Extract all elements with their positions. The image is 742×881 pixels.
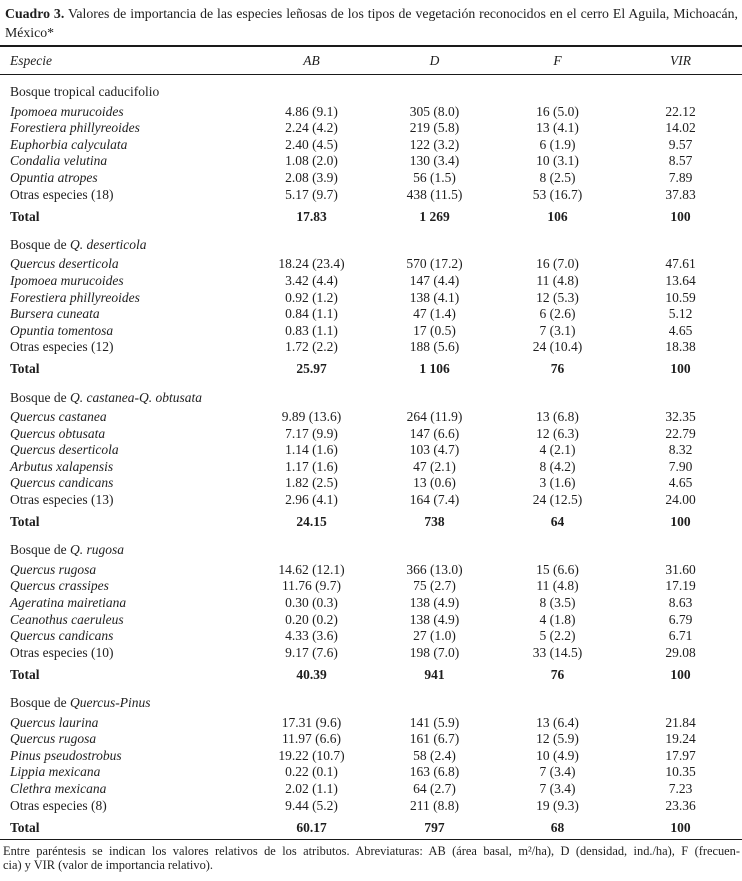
vir-value: 4.65 xyxy=(668,475,693,491)
d-value: 17 (0.5) xyxy=(413,322,456,338)
ab-value: 1.17 (1.6) xyxy=(285,458,338,474)
vir-value: 23.36 xyxy=(665,797,696,813)
ab-value: 5.17 (9.7) xyxy=(285,186,338,202)
species-name: Quercus candicans xyxy=(10,475,114,491)
ab-value: 11.76 (9.7) xyxy=(281,578,342,594)
species-row xyxy=(0,459,742,476)
d-value: 122 (3.2) xyxy=(409,136,460,152)
ab-value: 9.17 (7.6) xyxy=(285,644,338,660)
species-row xyxy=(0,137,742,154)
d-value: 64 (2.7) xyxy=(413,780,456,796)
species-name: Bursera cuneata xyxy=(10,306,100,322)
vir-value: 10.35 xyxy=(665,764,696,780)
total-d: 797 xyxy=(424,819,445,835)
species-name: Quercus castanea xyxy=(10,409,107,425)
species-row xyxy=(0,731,742,748)
d-value: 264 (11.9) xyxy=(406,409,463,425)
vir-value: 24.00 xyxy=(665,492,696,508)
total-ab: 60.17 xyxy=(296,819,327,835)
f-value: 13 (6.8) xyxy=(536,409,579,425)
ab-value: 1.72 (2.2) xyxy=(285,339,338,355)
species-name: Quercus rugosa xyxy=(10,561,97,577)
total-label: Total xyxy=(10,361,40,377)
col-header-vir: VIR xyxy=(619,46,742,75)
f-value: 7 (3.4) xyxy=(539,780,576,796)
total-vir: 100 xyxy=(670,361,691,377)
importance-values-table xyxy=(0,45,742,840)
species-row xyxy=(0,562,742,579)
f-value: 7 (3.1) xyxy=(539,322,576,338)
section-name-taxon: Q. castanea-Q. obtusata xyxy=(70,389,202,405)
table-caption xyxy=(0,0,742,42)
ab-value: 4.86 (9.1) xyxy=(285,103,338,119)
species-name: Otras especies (8) xyxy=(10,797,107,813)
f-value: 19 (9.3) xyxy=(536,797,579,813)
section-name-prefix: Bosque de xyxy=(10,695,70,710)
d-value: 138 (4.9) xyxy=(409,595,460,611)
species-name: Quercus obtusata xyxy=(10,425,106,441)
f-value: 33 (14.5) xyxy=(532,644,583,660)
f-value: 7 (3.4) xyxy=(539,764,576,780)
ab-value: 2.02 (1.1) xyxy=(285,780,338,796)
section-name-taxon: Q. deserticola xyxy=(70,236,147,252)
vir-value: 17.19 xyxy=(665,578,696,594)
species-name: Quercus candicans xyxy=(10,628,114,644)
species-row xyxy=(0,781,742,798)
species-row xyxy=(0,798,742,815)
d-value: 13 (0.6) xyxy=(413,475,456,491)
species-row xyxy=(0,475,742,492)
species-row xyxy=(0,645,742,662)
d-value: 211 (8.8) xyxy=(410,797,459,813)
species-name: Lippia mexicana xyxy=(10,764,101,780)
species-name: Otras especies (10) xyxy=(10,644,114,660)
f-value: 3 (1.6) xyxy=(539,475,576,491)
total-row xyxy=(0,509,742,534)
vir-value: 6.79 xyxy=(668,611,693,627)
total-row xyxy=(0,203,742,228)
footnote-line2: cia) y VIR (valor de importancia relativo). xyxy=(3,857,213,872)
section-name-prefix: Bosque tropical caducifolio xyxy=(10,84,160,99)
total-label: Total xyxy=(10,208,40,224)
vir-value: 32.35 xyxy=(665,409,696,425)
vegetation-section-name xyxy=(0,75,742,104)
ab-value: 19.22 (10.7) xyxy=(278,747,345,763)
total-f: 68 xyxy=(550,819,565,835)
f-value: 12 (6.3) xyxy=(536,425,579,441)
total-ab: 24.15 xyxy=(296,514,327,530)
d-value: 366 (13.0) xyxy=(406,561,463,577)
vir-value: 9.57 xyxy=(668,136,693,152)
d-value: 188 (5.6) xyxy=(409,339,460,355)
species-name: Forestiera phillyreoides xyxy=(10,289,140,305)
vir-value: 7.89 xyxy=(668,169,693,185)
vir-value: 19.24 xyxy=(665,731,696,747)
total-vir: 100 xyxy=(670,819,691,835)
total-label: Total xyxy=(10,514,40,530)
species-row xyxy=(0,578,742,595)
ab-value: 17.31 (9.6) xyxy=(281,714,342,730)
species-name: Clethra mexicana xyxy=(10,780,107,796)
species-row xyxy=(0,595,742,612)
ab-value: 0.22 (0.1) xyxy=(285,764,338,780)
d-value: 161 (6.7) xyxy=(409,731,460,747)
species-row xyxy=(0,409,742,426)
section-name-prefix: Bosque de xyxy=(10,236,70,252)
d-value: 58 (2.4) xyxy=(413,747,456,763)
f-value: 53 (16.7) xyxy=(532,186,583,202)
vir-value: 8.63 xyxy=(668,595,693,611)
f-value: 13 (4.1) xyxy=(536,120,579,136)
caption-line2: México* xyxy=(5,25,55,40)
species-name: Forestiera phillyreoides xyxy=(10,120,140,136)
species-row xyxy=(0,442,742,459)
total-ab: 25.97 xyxy=(296,361,327,377)
ab-value: 11.97 (6.6) xyxy=(281,731,342,747)
ab-value: 1.14 (1.6) xyxy=(285,442,338,458)
vir-value: 18.38 xyxy=(665,339,696,355)
ab-value: 0.20 (0.2) xyxy=(285,611,338,627)
d-value: 47 (1.4) xyxy=(413,306,456,322)
total-d: 1 106 xyxy=(419,361,450,377)
ab-value: 9.44 (5.2) xyxy=(285,797,338,813)
species-row xyxy=(0,764,742,781)
d-value: 103 (4.7) xyxy=(409,442,460,458)
f-value: 24 (12.5) xyxy=(532,492,583,508)
ab-value: 4.33 (3.6) xyxy=(285,628,338,644)
f-value: 4 (2.1) xyxy=(539,442,576,458)
ab-value: 0.30 (0.3) xyxy=(285,595,338,611)
ab-value: 9.89 (13.6) xyxy=(281,409,342,425)
col-header-d: D xyxy=(373,46,496,75)
f-value: 5 (2.2) xyxy=(539,628,576,644)
vir-value: 29.08 xyxy=(665,644,696,660)
f-value: 16 (7.0) xyxy=(536,256,579,272)
d-value: 570 (17.2) xyxy=(406,256,463,272)
total-row xyxy=(0,814,742,839)
total-vir: 100 xyxy=(670,208,691,224)
total-d: 941 xyxy=(424,666,445,682)
vegetation-section-name xyxy=(0,381,742,410)
vegetation-section-row xyxy=(0,381,742,410)
d-value: 141 (5.9) xyxy=(409,714,460,730)
d-value: 75 (2.7) xyxy=(413,578,456,594)
section-name-prefix: Bosque de xyxy=(10,389,70,405)
species-row xyxy=(0,323,742,340)
species-name: Quercus laurina xyxy=(10,714,99,730)
species-name: Condalia velutina xyxy=(10,153,108,169)
f-value: 8 (2.5) xyxy=(539,169,576,185)
d-value: 56 (1.5) xyxy=(413,169,456,185)
total-ab: 40.39 xyxy=(296,666,327,682)
vegetation-section-row xyxy=(0,533,742,562)
f-value: 12 (5.9) xyxy=(536,731,579,747)
species-row xyxy=(0,628,742,645)
f-value: 6 (1.9) xyxy=(539,136,576,152)
f-value: 6 (2.6) xyxy=(539,306,576,322)
species-row xyxy=(0,426,742,443)
total-row xyxy=(0,356,742,381)
f-value: 8 (4.2) xyxy=(539,458,576,474)
species-name: Quercus rugosa xyxy=(10,731,97,747)
ab-value: 0.84 (1.1) xyxy=(285,306,338,322)
ab-value: 2.24 (4.2) xyxy=(285,120,338,136)
d-value: 130 (3.4) xyxy=(409,153,460,169)
species-name: Quercus deserticola xyxy=(10,256,119,272)
species-row xyxy=(0,170,742,187)
species-name: Ceanothus caeruleus xyxy=(10,611,124,627)
species-name: Otras especies (13) xyxy=(10,492,114,508)
ab-value: 2.40 (4.5) xyxy=(285,136,338,152)
d-value: 164 (7.4) xyxy=(409,492,460,508)
caption-label: Cuadro 3. xyxy=(5,6,65,21)
total-f: 106 xyxy=(547,208,568,224)
ab-value: 1.08 (2.0) xyxy=(285,153,338,169)
vir-value: 22.79 xyxy=(665,425,696,441)
section-name-taxon: Quercus-Pinus xyxy=(70,695,151,710)
d-value: 163 (6.8) xyxy=(409,764,460,780)
f-value: 12 (5.3) xyxy=(536,289,579,305)
species-row xyxy=(0,339,742,356)
vir-value: 7.23 xyxy=(668,780,693,796)
total-f: 76 xyxy=(550,666,565,682)
total-vir: 100 xyxy=(670,666,691,682)
f-value: 10 (3.1) xyxy=(536,153,579,169)
d-value: 147 (4.4) xyxy=(409,272,460,288)
species-name: Ipomoea murucoides xyxy=(10,103,124,119)
d-value: 27 (1.0) xyxy=(413,628,456,644)
species-name: Ipomoea murucoides xyxy=(10,272,124,288)
vir-value: 6.71 xyxy=(668,628,693,644)
species-row xyxy=(0,748,742,765)
col-header-especie: Especie xyxy=(0,46,250,75)
species-name: Quercus crassipes xyxy=(10,578,109,594)
col-header-f: F xyxy=(496,46,619,75)
species-name: Pinus pseudostrobus xyxy=(10,747,122,763)
ab-value: 0.92 (1.2) xyxy=(285,289,338,305)
vir-value: 47.61 xyxy=(665,256,696,272)
vir-value: 13.64 xyxy=(665,272,696,288)
species-row xyxy=(0,715,742,732)
vegetation-section-row xyxy=(0,75,742,104)
species-name: Ageratina mairetiana xyxy=(10,595,127,611)
vegetation-section-name xyxy=(0,228,742,257)
footnote-line1: Entre paréntesis se indican los valores relativos de los atributos. Abreviaturas: AB (área basal, m²/ha), D (densidad, ind./ha), F (frecuen- xyxy=(3,843,740,858)
d-value: 219 (5.8) xyxy=(409,120,460,136)
species-name: Opuntia atropes xyxy=(10,169,98,185)
f-value: 16 (5.0) xyxy=(536,103,579,119)
d-value: 438 (11.5) xyxy=(406,186,463,202)
ab-value: 2.96 (4.1) xyxy=(285,492,338,508)
vir-value: 4.65 xyxy=(668,322,693,338)
vegetation-section-name xyxy=(0,533,742,562)
total-row xyxy=(0,661,742,686)
vir-value: 14.02 xyxy=(665,120,696,136)
species-row xyxy=(0,492,742,509)
vir-value: 8.32 xyxy=(668,442,693,458)
species-row xyxy=(0,290,742,307)
vir-value: 17.97 xyxy=(665,747,696,763)
section-name-taxon: Q. rugosa xyxy=(70,542,125,558)
total-label: Total xyxy=(10,666,40,682)
d-value: 305 (8.0) xyxy=(409,103,460,119)
d-value: 138 (4.1) xyxy=(409,289,460,305)
caption-text: Valores de importancia de las especies leñosas de los tipos de vegetación reconocidos en el cerro El Aguila, Michoacán, xyxy=(64,6,739,21)
f-value: 4 (1.8) xyxy=(539,611,576,627)
species-row xyxy=(0,612,742,629)
total-d: 738 xyxy=(424,514,445,530)
vegetation-section-name xyxy=(0,686,742,715)
ab-value: 7.17 (9.9) xyxy=(285,425,338,441)
ab-value: 3.42 (4.4) xyxy=(285,272,338,288)
species-name: Opuntia tomentosa xyxy=(10,322,114,338)
total-f: 64 xyxy=(550,514,565,530)
f-value: 11 (4.8) xyxy=(536,272,579,288)
species-row xyxy=(0,187,742,204)
vir-value: 10.59 xyxy=(665,289,696,305)
footnote xyxy=(0,840,742,873)
ab-value: 1.82 (2.5) xyxy=(285,475,338,491)
vir-value: 31.60 xyxy=(665,561,696,577)
species-row xyxy=(0,306,742,323)
d-value: 138 (4.9) xyxy=(409,611,460,627)
ab-value: 0.83 (1.1) xyxy=(285,322,338,338)
d-value: 198 (7.0) xyxy=(409,644,460,660)
f-value: 10 (4.9) xyxy=(536,747,579,763)
total-f: 76 xyxy=(550,361,565,377)
vir-value: 21.84 xyxy=(665,714,696,730)
col-header-ab: AB xyxy=(250,46,373,75)
caption-line1 xyxy=(5,4,738,23)
ab-value: 18.24 (23.4) xyxy=(278,256,345,272)
species-row xyxy=(0,256,742,273)
vir-value: 22.12 xyxy=(665,103,696,119)
vir-value: 8.57 xyxy=(668,153,693,169)
total-vir: 100 xyxy=(670,514,691,530)
total-ab: 17.83 xyxy=(296,208,327,224)
ab-value: 2.08 (3.9) xyxy=(285,169,338,185)
ab-value: 14.62 (12.1) xyxy=(278,561,345,577)
f-value: 15 (6.6) xyxy=(536,561,579,577)
total-d: 1 269 xyxy=(419,208,450,224)
species-row xyxy=(0,273,742,290)
species-name: Quercus deserticola xyxy=(10,442,119,458)
species-name: Arbutus xalapensis xyxy=(10,458,114,474)
f-value: 8 (3.5) xyxy=(539,595,576,611)
total-label: Total xyxy=(10,819,40,835)
f-value: 13 (6.4) xyxy=(536,714,579,730)
species-name: Euphorbia calyculata xyxy=(10,136,128,152)
species-name: Otras especies (12) xyxy=(10,339,114,355)
f-value: 11 (4.8) xyxy=(536,578,579,594)
f-value: 24 (10.4) xyxy=(532,339,583,355)
vir-value: 5.12 xyxy=(668,306,693,322)
vir-value: 7.90 xyxy=(668,458,693,474)
species-row xyxy=(0,120,742,137)
vegetation-section-row xyxy=(0,228,742,257)
species-name: Otras especies (18) xyxy=(10,186,114,202)
species-row xyxy=(0,104,742,121)
d-value: 47 (2.1) xyxy=(413,458,456,474)
vegetation-section-row xyxy=(0,686,742,715)
vir-value: 37.83 xyxy=(665,186,696,202)
column-header-row xyxy=(0,46,742,75)
d-value: 147 (6.6) xyxy=(409,425,460,441)
species-row xyxy=(0,153,742,170)
table-body xyxy=(0,75,742,840)
section-name-prefix: Bosque de xyxy=(10,542,70,558)
